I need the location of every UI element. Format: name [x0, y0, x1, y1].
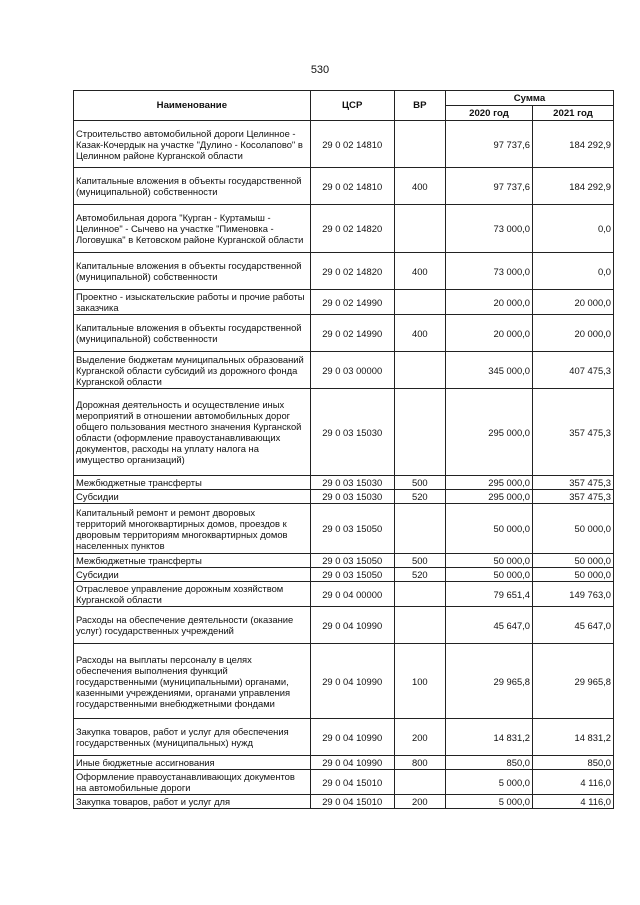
row-sum-2021: 184 292,9 — [533, 121, 614, 168]
row-name: Выделение бюджетам муниципальных образований Курганской области субсидий из дорожного фонда Курганской области — [74, 352, 311, 389]
table-row — [74, 795, 614, 809]
row-sum-2020: 79 651,4 — [445, 582, 532, 607]
row-csr: 29 0 02 14820 — [310, 253, 394, 290]
row-csr: 29 0 03 15050 — [310, 504, 394, 554]
row-vr: 200 — [394, 719, 445, 756]
row-csr: 29 0 02 14990 — [310, 315, 394, 352]
row-sum-2021: 45 647,0 — [533, 607, 614, 644]
row-csr: 29 0 04 15010 — [310, 795, 394, 809]
table-row — [74, 770, 614, 795]
row-csr: 29 0 03 15030 — [310, 490, 394, 504]
row-vr: 400 — [394, 315, 445, 352]
row-vr — [394, 504, 445, 554]
row-csr: 29 0 04 10990 — [310, 607, 394, 644]
row-sum-2020: 20 000,0 — [445, 315, 532, 352]
row-name: Иные бюджетные ассигнования — [74, 756, 311, 770]
header-name: Наименование — [74, 91, 311, 121]
row-csr: 29 0 04 10990 — [310, 644, 394, 719]
row-sum-2020: 850,0 — [445, 756, 532, 770]
table-row — [74, 504, 614, 554]
row-sum-2020: 50 000,0 — [445, 554, 532, 568]
table-row — [74, 389, 614, 476]
row-sum-2021: 20 000,0 — [533, 315, 614, 352]
table-body — [74, 121, 614, 809]
row-sum-2020: 97 737,6 — [445, 168, 532, 205]
row-vr — [394, 582, 445, 607]
row-name: Капитальный ремонт и ремонт дворовых территорий многоквартирных домов, проездов к дворовым территориям многоквартирных домов населенных пунктов — [74, 504, 311, 554]
row-csr: 29 0 03 15050 — [310, 568, 394, 582]
row-sum-2020: 73 000,0 — [445, 205, 532, 253]
table-row — [74, 476, 614, 490]
row-vr — [394, 205, 445, 253]
row-sum-2020: 20 000,0 — [445, 290, 532, 315]
row-vr — [394, 770, 445, 795]
table-row — [74, 756, 614, 770]
row-csr: 29 0 02 14810 — [310, 121, 394, 168]
row-sum-2020: 50 000,0 — [445, 568, 532, 582]
row-sum-2020: 295 000,0 — [445, 389, 532, 476]
row-sum-2020: 5 000,0 — [445, 795, 532, 809]
row-vr — [394, 607, 445, 644]
header-csr: ЦСР — [310, 91, 394, 121]
row-csr: 29 0 04 15010 — [310, 770, 394, 795]
row-sum-2021: 50 000,0 — [533, 568, 614, 582]
row-vr: 400 — [394, 168, 445, 205]
page-number: 530 — [310, 64, 330, 76]
row-name: Капитальные вложения в объекты государственной (муниципальной) собственности — [74, 253, 311, 290]
row-sum-2021: 50 000,0 — [533, 504, 614, 554]
table-row — [74, 490, 614, 504]
header-year-2021: 2021 год — [533, 106, 614, 121]
row-sum-2021: 4 116,0 — [533, 795, 614, 809]
row-sum-2021: 407 475,3 — [533, 352, 614, 389]
row-sum-2021: 850,0 — [533, 756, 614, 770]
row-name: Капитальные вложения в объекты государственной (муниципальной) собственности — [74, 315, 311, 352]
row-sum-2020: 345 000,0 — [445, 352, 532, 389]
table-row — [74, 644, 614, 719]
table-row — [74, 568, 614, 582]
row-sum-2021: 357 475,3 — [533, 389, 614, 476]
table-header — [74, 91, 614, 121]
row-name: Закупка товаров, работ и услуг для — [74, 795, 311, 809]
row-csr: 29 0 03 00000 — [310, 352, 394, 389]
table-row — [74, 315, 614, 352]
row-sum-2021: 14 831,2 — [533, 719, 614, 756]
table-row — [74, 582, 614, 607]
row-sum-2020: 295 000,0 — [445, 490, 532, 504]
row-name: Оформление правоустанавливающих документов на автомобильные дороги — [74, 770, 311, 795]
row-vr: 520 — [394, 568, 445, 582]
row-sum-2021: 4 116,0 — [533, 770, 614, 795]
row-csr: 29 0 04 00000 — [310, 582, 394, 607]
row-name: Субсидии — [74, 568, 311, 582]
row-name: Расходы на выплаты персоналу в целях обеспечения выполнения функций государственными (муниципальными) органами, казенными учреждениями, органами управления государственными внебюджетными фондами — [74, 644, 311, 719]
table-row — [74, 253, 614, 290]
row-name: Отраслевое управление дорожным хозяйством Курганской области — [74, 582, 311, 607]
table-row — [74, 719, 614, 756]
row-csr: 29 0 03 15030 — [310, 389, 394, 476]
header-year-2020: 2020 год — [445, 106, 532, 121]
row-sum-2021: 149 763,0 — [533, 582, 614, 607]
row-name: Дорожная деятельность и осуществление иных мероприятий в отношении автомобильных дорог общего пользования местного значения Курганской области (оформление правоустанавливающих документов, расходы на уплату налога на имущество организаций) — [74, 389, 311, 476]
table-row — [74, 205, 614, 253]
row-vr — [394, 121, 445, 168]
row-vr — [394, 389, 445, 476]
row-sum-2021: 357 475,3 — [533, 490, 614, 504]
row-sum-2021: 357 475,3 — [533, 476, 614, 490]
row-sum-2020: 14 831,2 — [445, 719, 532, 756]
row-name: Автомобильная дорога "Курган - Куртамыш - Целинное" - Сычево на участке "Пименовка - Логовушка" в Кетовском районе Курганской области — [74, 205, 311, 253]
row-csr: 29 0 04 10990 — [310, 756, 394, 770]
row-vr — [394, 290, 445, 315]
row-csr: 29 0 03 15050 — [310, 554, 394, 568]
row-name: Проектно - изыскательские работы и прочие работы заказчика — [74, 290, 311, 315]
budget-table — [73, 90, 614, 809]
header-vr: ВР — [394, 91, 445, 121]
row-vr: 400 — [394, 253, 445, 290]
row-vr: 800 — [394, 756, 445, 770]
row-name: Расходы на обеспечение деятельности (оказание услуг) государственных учреждений — [74, 607, 311, 644]
row-sum-2020: 295 000,0 — [445, 476, 532, 490]
row-csr: 29 0 02 14820 — [310, 205, 394, 253]
row-vr: 500 — [394, 554, 445, 568]
row-sum-2021: 184 292,9 — [533, 168, 614, 205]
row-sum-2020: 5 000,0 — [445, 770, 532, 795]
row-vr: 100 — [394, 644, 445, 719]
row-csr: 29 0 03 15030 — [310, 476, 394, 490]
row-sum-2021: 0,0 — [533, 205, 614, 253]
row-vr: 500 — [394, 476, 445, 490]
row-vr: 520 — [394, 490, 445, 504]
row-name: Межбюджетные трансферты — [74, 476, 311, 490]
row-csr: 29 0 02 14990 — [310, 290, 394, 315]
row-sum-2020: 73 000,0 — [445, 253, 532, 290]
table-row — [74, 290, 614, 315]
table-row — [74, 554, 614, 568]
row-vr — [394, 352, 445, 389]
row-name: Субсидии — [74, 490, 311, 504]
row-sum-2021: 20 000,0 — [533, 290, 614, 315]
row-sum-2021: 0,0 — [533, 253, 614, 290]
row-csr: 29 0 04 10990 — [310, 719, 394, 756]
row-sum-2020: 45 647,0 — [445, 607, 532, 644]
table-row — [74, 168, 614, 205]
row-sum-2021: 50 000,0 — [533, 554, 614, 568]
header-sum: Сумма — [445, 91, 613, 106]
row-name: Закупка товаров, работ и услуг для обеспечения государственных (муниципальных) нужд — [74, 719, 311, 756]
table-row — [74, 352, 614, 389]
row-name: Межбюджетные трансферты — [74, 554, 311, 568]
row-sum-2020: 50 000,0 — [445, 504, 532, 554]
row-sum-2021: 29 965,8 — [533, 644, 614, 719]
row-vr: 200 — [394, 795, 445, 809]
row-name: Капитальные вложения в объекты государственной (муниципальной) собственности — [74, 168, 311, 205]
row-name: Строительство автомобильной дороги Целинное - Казак-Кочердык на участке "Дулино - Косолапово" в Целинном районе Курганской области — [74, 121, 311, 168]
table-row — [74, 607, 614, 644]
row-sum-2020: 97 737,6 — [445, 121, 532, 168]
table-row — [74, 121, 614, 168]
row-sum-2020: 29 965,8 — [445, 644, 532, 719]
row-csr: 29 0 02 14810 — [310, 168, 394, 205]
